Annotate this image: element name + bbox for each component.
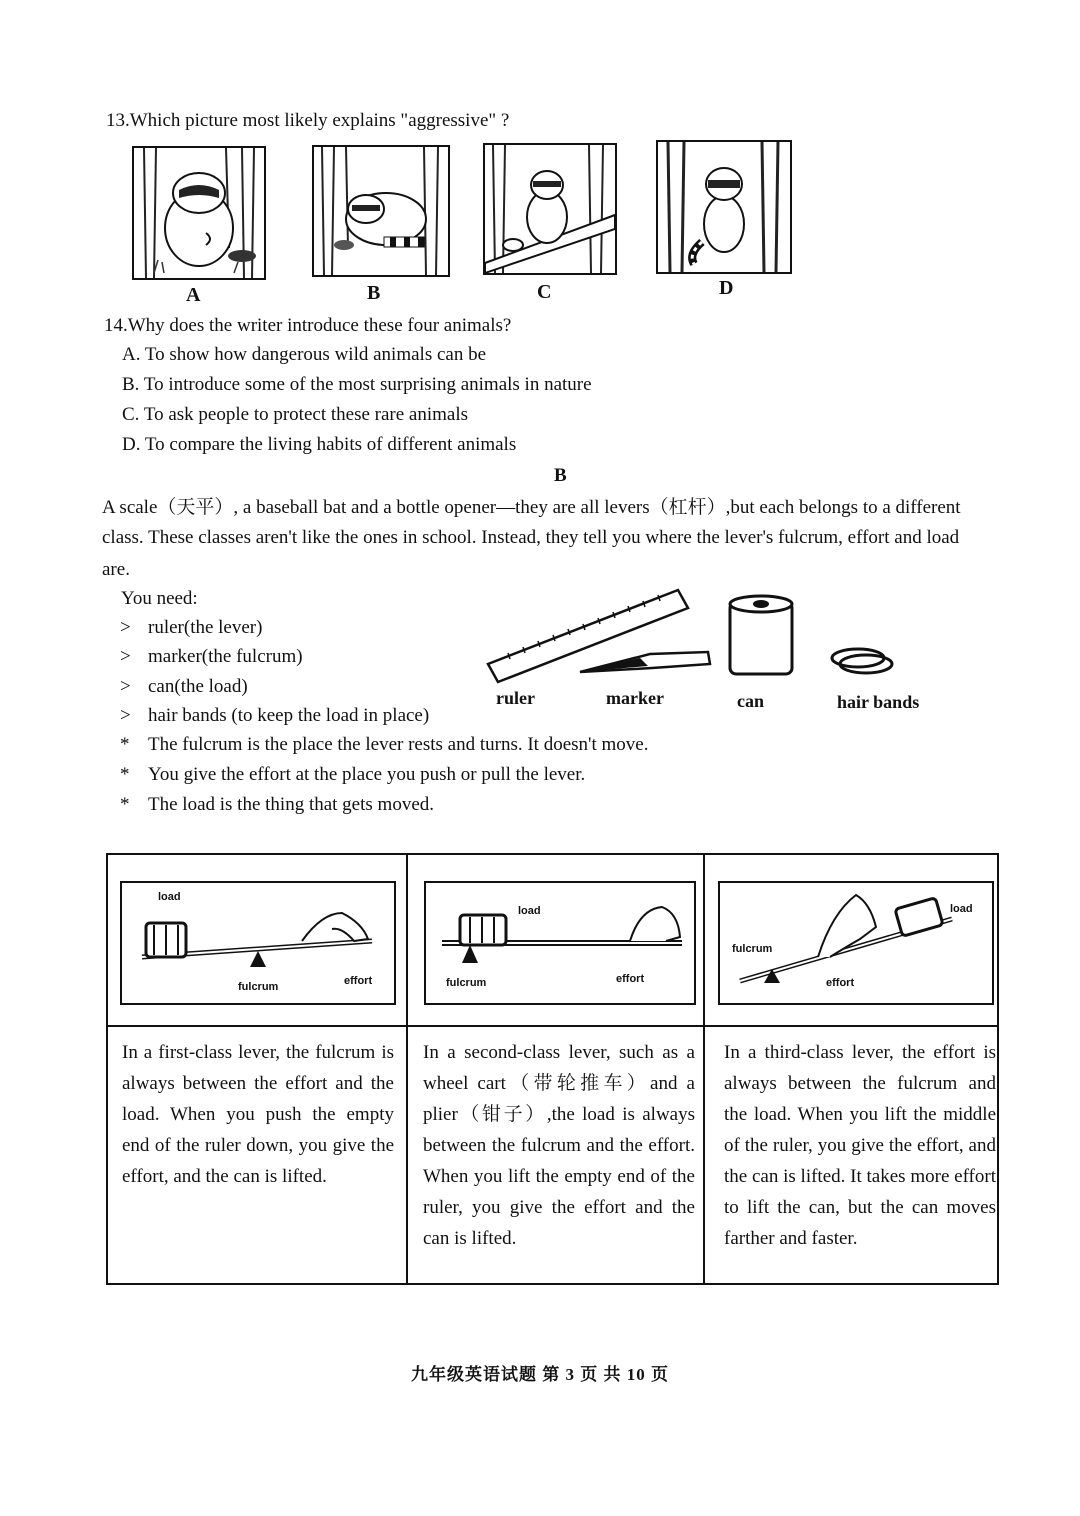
note-fulcrum: The fulcrum is the place the lever rests and turns. It doesn't move. [148, 734, 649, 755]
label-ruler: ruler [496, 688, 535, 708]
q14-option-b[interactable]: B. To introduce some of the most surprising animals in nature [122, 374, 592, 395]
item-marker: > [120, 617, 131, 638]
lever-table [106, 853, 999, 1285]
q14-question: 14.Why does the writer introduce these four animals? [104, 315, 512, 336]
item-ruler: ruler(the lever) [148, 617, 263, 638]
q14-option-d[interactable]: D. To compare the living habits of different animals [122, 434, 517, 455]
diagram-label-fulcrum: fulcrum [732, 943, 773, 955]
label-hair-bands: hair bands [837, 692, 920, 712]
table-divider [406, 855, 408, 1283]
label-marker: marker [606, 688, 664, 708]
diagram-label-load: load [950, 903, 973, 915]
q14-option-c[interactable]: C. To ask people to protect these rare animals [122, 404, 469, 425]
note-line [120, 764, 585, 786]
diagram-label-effort: effort [616, 973, 645, 985]
picture-label-c: C [537, 281, 552, 303]
picture-a-raccoon[interactable] [132, 146, 266, 280]
section-b-intro-line3: are. [102, 559, 130, 580]
item-marker: > [120, 705, 131, 726]
item-marker: > [120, 646, 131, 667]
you-need-heading: You need: [121, 588, 198, 609]
second-class-lever-diagram [424, 881, 696, 1005]
list-item [120, 646, 303, 668]
section-b-intro-line2: class. These classes aren't like the ones in school. Instead, they tell you where the lever's fulcrum, effort and load [102, 527, 960, 548]
diagram-label-effort: effort [344, 975, 373, 987]
marker-icon [580, 652, 710, 672]
third-class-lever-diagram [718, 881, 994, 1005]
list-item [120, 617, 262, 639]
picture-label-b: B [367, 282, 381, 304]
page-footer: 九年级英语试题 第 3 页 共 10 页 [411, 1365, 669, 1384]
diagram-label-fulcrum: fulcrum [238, 981, 279, 993]
item-marker: > [120, 676, 131, 697]
hair-bands-icon [832, 649, 892, 673]
third-class-lever-text: In a third-class lever, the effort is always between the fulcrum and the load. When you lift the middle of the ruler, you give the effort, and the can is lifted. It takes more effort to lift the can, but the can moves farther and faster. [724, 1042, 996, 1249]
item-marker-text: marker(the fulcrum) [148, 646, 303, 667]
picture-label-a: A [186, 284, 201, 306]
diagram-label-fulcrum: fulcrum [446, 977, 487, 989]
picture-d-raccoon[interactable] [656, 140, 792, 274]
second-class-lever-text: In a second-class lever, such as a wheel cart（带轮推车）and a plier（钳子）,the load is always between the fulcrum and the effort. When you lift the empty end of the ruler, you give the effort and the can is lifted. [423, 1042, 695, 1249]
note-load: The load is the thing that gets moved. [148, 794, 435, 815]
item-hair-bands: hair bands (to keep the load in place) [148, 705, 430, 726]
q14-option-a[interactable]: A. To show how dangerous wild animals can be [122, 344, 487, 365]
first-class-lever-diagram [120, 881, 396, 1005]
tools-illustration [480, 580, 910, 690]
diagram-label-load: load [158, 891, 181, 903]
table-divider [108, 1025, 997, 1027]
label-can: can [737, 691, 764, 711]
first-class-lever-text: In a first-class lever, the fulcrum is always between the effort and the load. When you push the empty end of the ruler down, you give the effort, and the can is lifted. [122, 1042, 394, 1187]
table-divider [703, 855, 705, 1283]
diagram-label-load: load [518, 905, 541, 917]
star-icon: * [120, 764, 130, 785]
q13-question: 13.Which picture most likely explains "aggressive" ? [106, 110, 510, 131]
star-icon: * [120, 794, 130, 815]
section-b-title: B [554, 465, 567, 486]
note-line [120, 794, 434, 816]
list-item [120, 705, 429, 727]
note-line [120, 734, 648, 756]
list-item [120, 676, 248, 698]
picture-b-raccoon[interactable] [312, 145, 450, 277]
item-can: can(the load) [148, 676, 248, 697]
section-b-intro-line1: A scale（天平）, a baseball bat and a bottle opener—they are all levers（杠杆）,but each belongs to a different [102, 497, 961, 518]
picture-label-d: D [719, 277, 734, 299]
picture-c-raccoon[interactable] [483, 143, 617, 275]
diagram-label-effort: effort [826, 977, 855, 989]
star-icon: * [120, 734, 130, 755]
can-icon [730, 596, 792, 674]
note-effort: You give the effort at the place you push or pull the lever. [148, 764, 586, 785]
